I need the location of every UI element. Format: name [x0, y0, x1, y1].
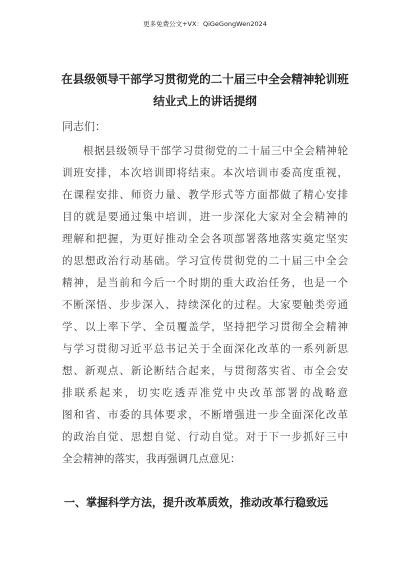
body-line: 训班安排，本次培训即将结束。本次培训市委高度重视，: [62, 167, 348, 179]
body-line: 目的就是要通过集中培训，进一步深化大家对全会精神的: [62, 211, 348, 223]
salutation: 同志们：: [62, 120, 106, 133]
body-line: 不断深悟、步步深入、持续深化的过程。大家要触类旁通: [62, 299, 348, 311]
body-line: 精神，是当前和今后一个时期的重大政治任务，也是一个: [62, 277, 348, 289]
body-line: 学、以上率下学、全员覆盖学，坚持把学习贯彻全会精神: [62, 321, 348, 333]
body-line: 与学习贯彻习近平总书记关于全面深化改革的一系列新思: [62, 343, 348, 355]
section-heading: 一、掌握科学方法，提升改革质效，推动改革行稳致远: [64, 496, 328, 509]
body-line: 的思想政治行动基础。学习宣传贯彻党的二十届三中全会: [62, 255, 348, 267]
body-line: 想、新观点、新论断结合起来，与贯彻落实省、市全会安: [62, 365, 348, 377]
body-line: 全会精神的落实，我再强调几点意见：: [62, 453, 241, 465]
body-line: 根据县级领导干部学习贯彻党的二十届三中全会精神轮: [83, 145, 348, 157]
body-line: 图和省、市委的具体要求，不断增强进一步全面深化改革: [62, 409, 348, 421]
body-line: 在课程安排、师资力量、教学形式等方面都做了精心安排: [62, 189, 348, 201]
header-note: 更多免费公文+VX：QiGeGongWen2024: [143, 20, 267, 28]
body-line: 理解和把握，为更好推动全会各项部署落地落实奠定坚实: [62, 233, 348, 245]
body-line: 排联系起来，切实吃透弄准党中央改革部署的战略意: [62, 387, 348, 399]
body-line: 的政治自觉、思想自觉、行动自觉。对于下一步抓好三中: [62, 431, 348, 443]
document-title-line-1: 在县级领导干部学习贯彻党的二十届三中全会精神轮训班: [61, 72, 349, 86]
document-title-line-2: 结业式上的讲话提纲: [153, 94, 257, 108]
